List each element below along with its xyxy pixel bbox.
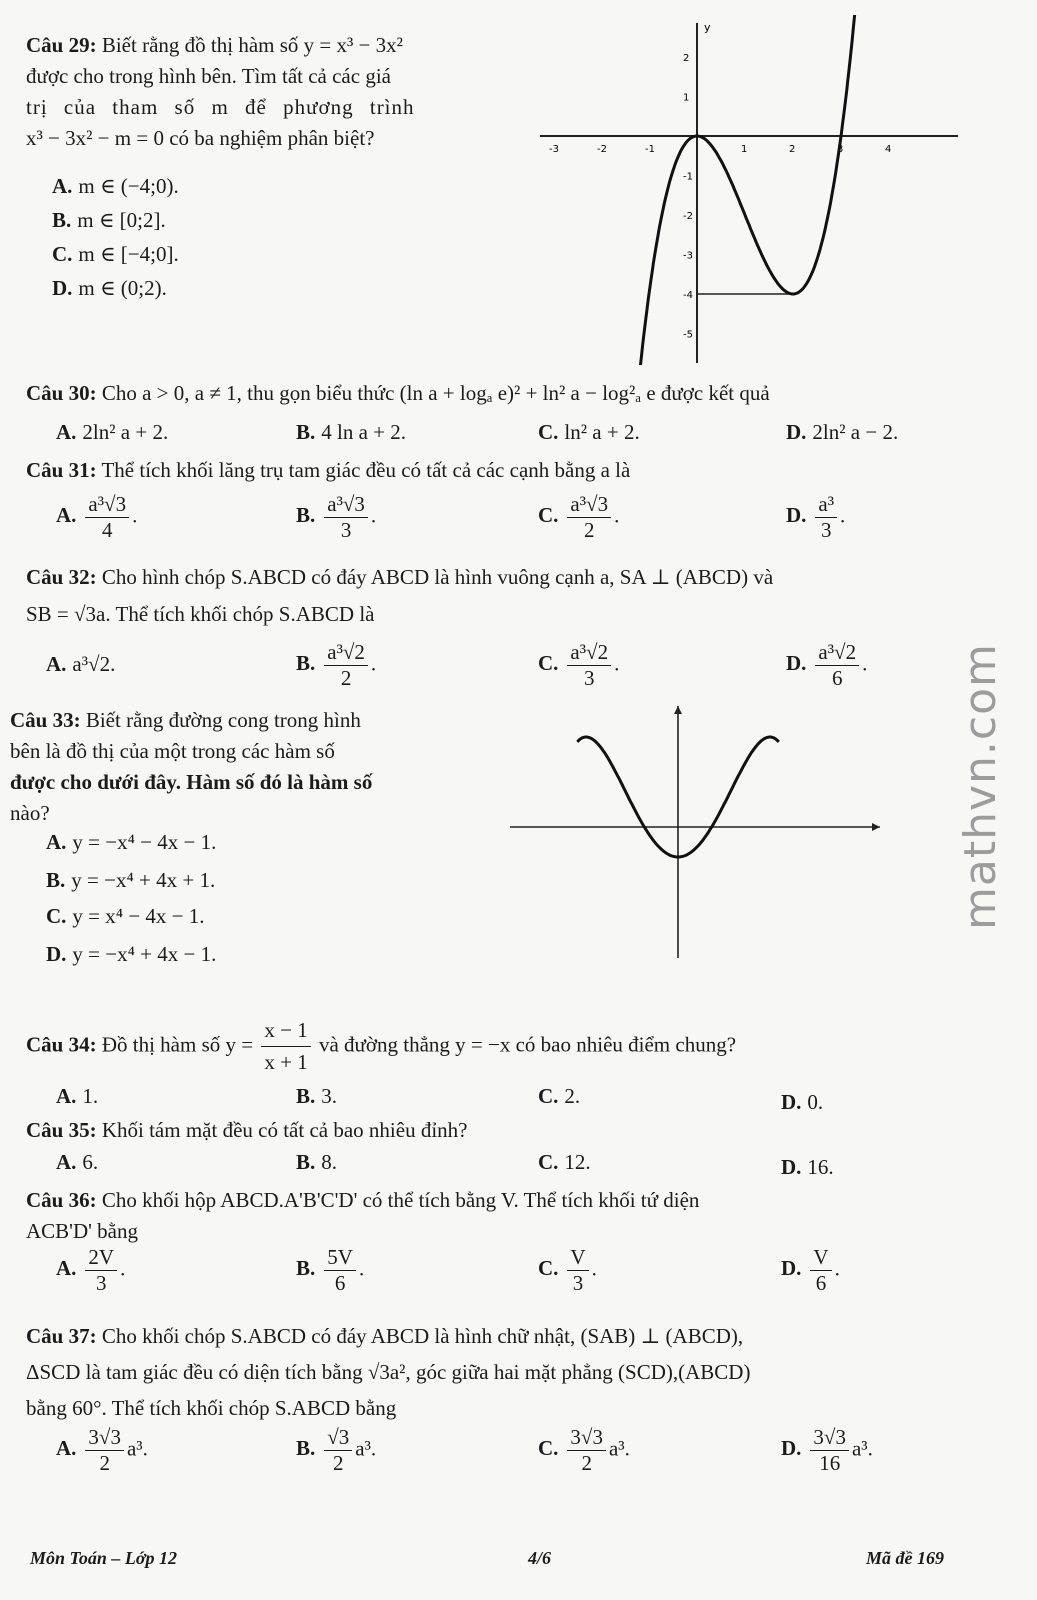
y-tick-label: -5 — [683, 329, 693, 341]
question-33-line1: Biết rằng đường cong trong hình — [85, 708, 361, 732]
option-35-b[interactable]: B. 8. — [296, 1150, 338, 1174]
x-tick-label: 3 — [837, 144, 844, 155]
y-tick-label: 1 — [683, 92, 690, 104]
option-32-b[interactable]: B. $\frac{\text{a³√2}}{2}$ . — [296, 640, 377, 690]
option-37-d[interactable]: D. $\frac{3√3}{16}$ a³. — [781, 1425, 873, 1475]
option-30-d[interactable]: D. 2ln² a − 2. — [786, 420, 899, 444]
option-36-a[interactable]: A. $\frac{2V}{3}$ . — [56, 1245, 126, 1295]
question-36-line2: ACB'D' bằng — [26, 1219, 138, 1243]
y-tick-label: -3 — [683, 250, 693, 262]
option-29-c[interactable]: C. m ∈ [−4;0]. — [52, 242, 179, 266]
question-29 — [26, 30, 506, 154]
watermark: mathvn.com — [955, 643, 1006, 930]
option-33-c[interactable]: C. y = x⁴ − 4x − 1. — [46, 904, 205, 928]
x-tick-label: -3 — [549, 144, 559, 155]
question-31 — [26, 455, 1016, 486]
question-34-label: Câu 34: — [26, 1032, 97, 1057]
option-32-a[interactable]: A. a³√2. — [46, 652, 116, 676]
option-33-b[interactable]: B. y = −x⁴ + 4x + 1. — [46, 868, 216, 892]
footer-exam-code: Mã đề 169 — [866, 1548, 944, 1568]
question-33-label: Câu 33: — [10, 708, 81, 732]
option-30-a[interactable]: A. 2ln² a + 2. — [56, 420, 169, 444]
question-33-line3: được cho dưới đây. Hàm số đó là hàm số — [10, 770, 373, 794]
y-tick-label: -1 — [683, 171, 693, 183]
option-30-c[interactable]: C. ln² a + 2. — [538, 420, 640, 444]
question-33-line2: bên là đồ thị của một trong các hàm số — [10, 739, 335, 763]
x-tick-label: -2 — [597, 144, 607, 155]
question-35-text: Khối tám mặt đều có tất cả bao nhiêu đỉnh? — [101, 1118, 468, 1142]
question-36-line1: Cho khối hộp ABCD.A'B'C'D' có thể tích bằng V. Thể tích khối tứ diện — [101, 1188, 700, 1212]
x-tick-label: 2 — [789, 144, 796, 155]
option-31-a[interactable]: A. $\frac{\text{a³√3}}{4}$ . — [56, 492, 138, 542]
option-35-a[interactable]: A. 6. — [56, 1150, 99, 1174]
option-36-d[interactable]: D. $\frac{V}{6}$ . — [781, 1245, 840, 1295]
x-tick-label: 4 — [885, 144, 892, 155]
question-32-label: Câu 32: — [26, 565, 97, 589]
question-30 — [26, 378, 1016, 409]
option-33-a[interactable]: A. y = −x⁴ − 4x − 1. — [46, 830, 217, 854]
question-35 — [26, 1115, 1016, 1146]
question-34-fraction: $\frac{x - 1}{x + 1}$ — [261, 1015, 310, 1078]
x-tick-label: -1 — [645, 144, 655, 155]
x-tick-label: 1 — [741, 144, 748, 155]
y-axis-arrow — [674, 706, 682, 714]
question-31-text: Thể tích khối lăng trụ tam giác đều có tất cả các cạnh bằng a là — [101, 458, 631, 482]
option-29-a[interactable]: A. m ∈ (−4;0). — [52, 174, 179, 198]
option-37-c[interactable]: C. $\frac{3√3}{2}$ a³. — [538, 1425, 630, 1475]
option-35-c[interactable]: C. 12. — [538, 1150, 591, 1174]
y-axis-label: y — [704, 21, 711, 34]
question-29-line2: được cho trong hình bên. Tìm tất cả các giá — [26, 64, 391, 88]
question-29-line4: x³ − 3x² − m = 0 có ba nghiệm phân biệt? — [26, 126, 375, 150]
question-32-line1: Cho hình chóp S.ABCD có đáy ABCD là hình vuông cạnh a, SA ⊥ (ABCD) và — [101, 565, 774, 589]
question-29-label: Câu 29: — [26, 33, 97, 57]
option-35-d[interactable]: D. 16. — [781, 1155, 834, 1179]
question-29-line1: Biết rằng đồ thị hàm số y = x³ − 3x² — [101, 33, 403, 57]
footer-page-number: 4/6 — [528, 1548, 552, 1568]
option-32-c[interactable]: C. $\frac{\text{a³√2}}{3}$ . — [538, 640, 620, 690]
option-31-c[interactable]: C. $\frac{\text{a³√3}}{2}$ . — [538, 492, 620, 542]
footer-subject: Môn Toán – Lớp 12 — [30, 1548, 178, 1568]
graph-quartic — [505, 700, 885, 960]
option-37-a[interactable]: A. $\frac{3√3}{2}$ a³. — [56, 1425, 148, 1475]
option-34-a[interactable]: A. 1. — [56, 1084, 99, 1108]
option-30-b[interactable]: B. 4 ln a + 2. — [296, 420, 407, 444]
y-tick-labels — [683, 53, 693, 341]
question-35-label: Câu 35: — [26, 1118, 97, 1142]
option-31-d[interactable]: D. $\frac{\text{a³}}{3}$ . — [786, 492, 846, 542]
question-37-label: Câu 37: — [26, 1324, 97, 1348]
option-36-b[interactable]: B. $\frac{5V}{6}$ . — [296, 1245, 365, 1295]
option-31-b[interactable]: B. $\frac{\text{a³√3}}{3}$ . — [296, 492, 377, 542]
question-37 — [26, 1318, 1016, 1426]
question-31-label: Câu 31: — [26, 458, 97, 482]
question-29-line3: trị của tham số m để phương trình — [26, 95, 415, 119]
question-34 — [26, 1015, 1016, 1078]
option-29-d[interactable]: D. m ∈ (0;2). — [52, 276, 167, 300]
question-30-text: Cho a > 0, a ≠ 1, thu gọn biểu thức (ln a + logₐ e)² + ln² a − log²ₐ e được kết quả — [101, 381, 770, 405]
y-tick-label: -4 — [683, 290, 693, 301]
graph-cubic — [530, 15, 965, 365]
question-33-line4: nào? — [10, 801, 50, 825]
question-32-line2: SB = √3a. Thể tích khối chóp S.ABCD là — [26, 602, 375, 626]
option-29-b[interactable]: B. m ∈ [0;2]. — [52, 208, 166, 232]
option-34-d[interactable]: D. 0. — [781, 1090, 824, 1114]
y-tick-label: -2 — [683, 211, 693, 222]
question-30-label: Câu 30: — [26, 381, 97, 405]
question-33 — [10, 705, 470, 829]
question-34-post: và đường thẳng y = −x có bao nhiêu điểm chung? — [318, 1032, 737, 1057]
question-36 — [26, 1185, 1016, 1247]
option-32-d[interactable]: D. $\frac{\text{a³√2}}{6}$ . — [786, 640, 868, 690]
option-34-c[interactable]: C. 2. — [538, 1084, 581, 1108]
option-36-c[interactable]: C. $\frac{V}{3}$ . — [538, 1245, 597, 1295]
option-34-b[interactable]: B. 3. — [296, 1084, 338, 1108]
question-37-line2: ΔSCD là tam giác đều có diện tích bằng √3a², góc giữa hai mặt phẳng (SCD),(ABCD) — [26, 1360, 751, 1384]
option-33-d[interactable]: D. y = −x⁴ + 4x − 1. — [46, 942, 217, 966]
question-37-line1: Cho khối chóp S.ABCD có đáy ABCD là hình chữ nhật, (SAB) ⊥ (ABCD), — [101, 1324, 744, 1348]
option-37-b[interactable]: B. $\frac{√3}{2}$ a³. — [296, 1425, 377, 1475]
question-32 — [26, 562, 1016, 630]
y-tick-label: 2 — [683, 53, 690, 64]
x-axis-arrow — [872, 823, 880, 831]
question-36-label: Câu 36: — [26, 1188, 97, 1212]
cubic-curve — [639, 15, 855, 365]
question-34-pre: Đồ thị hàm số y = — [101, 1032, 254, 1057]
question-37-line3: bằng 60°. Thể tích khối chóp S.ABCD bằng — [26, 1396, 397, 1420]
